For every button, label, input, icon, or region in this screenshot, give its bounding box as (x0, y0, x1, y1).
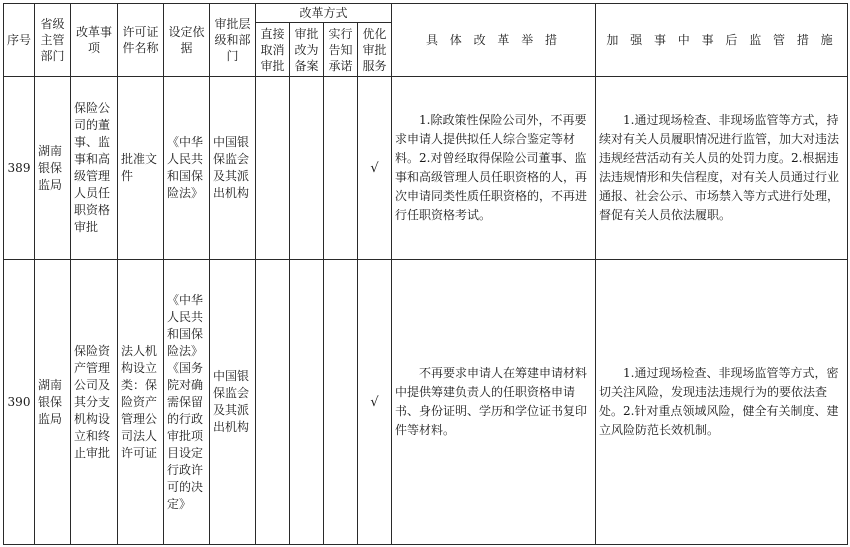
cell-method-cancel (256, 260, 290, 545)
cell-dept: 湖南银保监局 (35, 260, 71, 545)
cell-basis: 《中华人民共和国保险法》《国务院对确需保留的行政审批项目设定行政许可的决定》 (164, 260, 210, 545)
header-method-optimize: 优化审批服务 (358, 23, 392, 77)
cell-seq: 390 (4, 260, 35, 545)
cell-method-notice (324, 260, 358, 545)
cell-license: 批准文件 (118, 77, 164, 260)
header-method-filing: 审批改为备案 (290, 23, 324, 77)
measures-text: 不再要求申请人在筹建申请材料中提供筹建负责人的任职资格申请书、身份证明、学历和学位证书复印件等材料。 (395, 366, 588, 437)
supervision-text: 1.通过现场检查、非现场监管等方式，密切关注风险，发现违法违规行为的要依法查处。2.针对重点领域风险，健全有关制度、建立风险防范长效机制。 (599, 366, 839, 437)
cell-method-cancel (256, 77, 290, 260)
cell-supervision (596, 260, 848, 545)
header-supervision: 加 强 事 中 事 后 监 管 措 施 (596, 4, 848, 77)
cell-method-notice (324, 77, 358, 260)
header-item: 改革事项 (71, 4, 118, 77)
cell-dept: 湖南银保监局 (35, 77, 71, 260)
cell-method-optimize: √ (358, 260, 392, 545)
cell-method-filing (290, 77, 324, 260)
header-license: 许可证件名称 (118, 4, 164, 77)
header-level: 审批层级和部门 (210, 4, 256, 77)
header-dept: 省级主管部门 (35, 4, 71, 77)
cell-measures (392, 260, 596, 545)
cell-measures (392, 77, 596, 260)
cell-item: 保险公司的董事、监事和高级管理人员任职资格审批 (71, 77, 118, 260)
cell-level: 中国银保监会及其派出机构 (210, 77, 256, 260)
cell-seq: 389 (4, 77, 35, 260)
table-row-390 (4, 260, 848, 545)
header-seq: 序号 (4, 4, 35, 77)
cell-level: 中国银保监会及其派出机构 (210, 260, 256, 545)
cell-method-optimize: √ (358, 77, 392, 260)
supervision-text: 1.通过现场检查、非现场监管等方式，持续对有关人员履职情况进行监管，加大对违法违规经营活动有关人员的处罚力度。2.根据违法违规情形和失信程度，对有关人员通过行业通报、社会公示、市场禁入等方式进行处理，督促有关人员依法履职。 (599, 113, 840, 222)
header-method-cancel: 直接取消审批 (256, 23, 290, 77)
cell-supervision (596, 77, 848, 260)
cell-item: 保险资产管理公司及其分支机构设立和终止审批 (71, 260, 118, 545)
header-row-top (4, 4, 848, 23)
measures-text: 1.除政策性保险公司外，不再要求申请人提供拟任人综合鉴定等材料。2.对曾经取得保险公司董事、监事和高级管理人员任职资格的人，再次申请同类性质任职资格的，不再进行任职资格考试。 (395, 113, 588, 222)
header-method-notice: 实行告知承诺 (324, 23, 358, 77)
header-basis: 设定依据 (164, 4, 210, 77)
cell-basis: 《中华人民共和国保险法》 (164, 77, 210, 260)
table-row-389 (4, 77, 848, 260)
reform-table (3, 3, 848, 545)
cell-license: 法人机构设立类：保险资产管理公司法人许可证 (118, 260, 164, 545)
cell-method-filing (290, 260, 324, 545)
header-reform-group: 改革方式 (256, 4, 392, 23)
header-measures: 具 体 改 革 举 措 (392, 4, 596, 77)
